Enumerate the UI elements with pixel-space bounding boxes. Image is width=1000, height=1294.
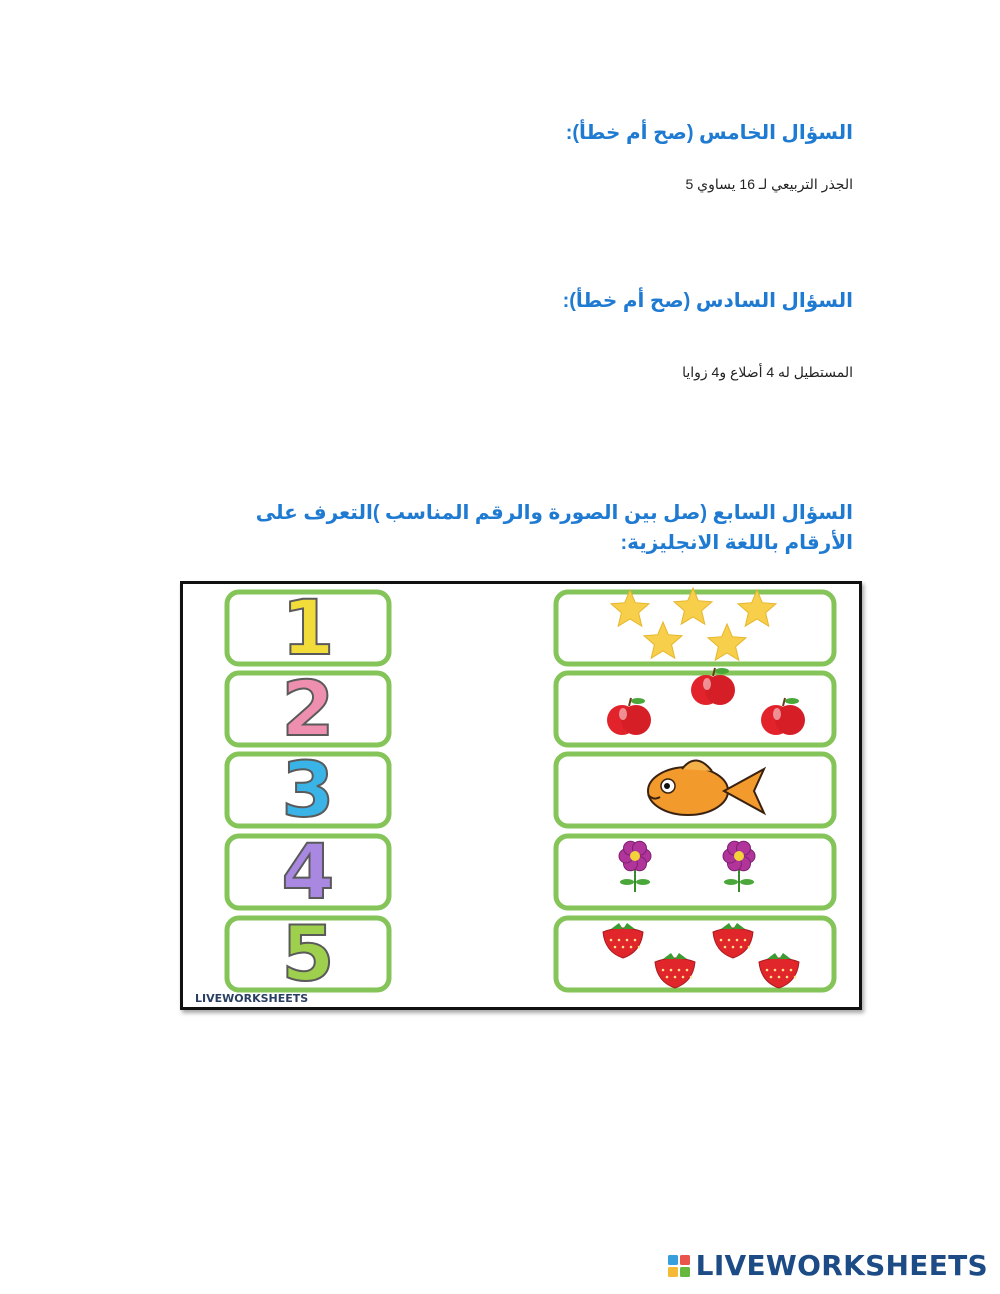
matching-worksheet-drawing: [183, 584, 859, 1007]
strawberry-seed: [678, 969, 681, 972]
strawberry-seed: [614, 946, 617, 949]
liveworksheets-logo-icon: [668, 1255, 690, 1277]
fish-body-icon: [648, 767, 728, 815]
number-glyph: 1: [281, 584, 335, 672]
number-glyph: 3: [281, 745, 335, 834]
brand-name: LIVEWORKSHEETS: [695, 1249, 988, 1282]
strawberry-seed: [766, 969, 769, 972]
strawberry-seed: [630, 946, 633, 949]
strawberry-seed: [786, 976, 789, 979]
strawberry-seed: [662, 969, 665, 972]
apple-leaf: [715, 668, 729, 674]
flower-leaf: [724, 879, 738, 885]
fish-pupil: [664, 783, 670, 789]
number-glyph: 2: [281, 664, 335, 753]
strawberry-seed: [626, 939, 629, 942]
number-glyph: 4: [281, 827, 335, 916]
strawberry-seed: [778, 976, 781, 979]
question-6-statement: المستطيل له 4 أضلاع و4 زوايا: [682, 364, 853, 380]
liveworksheets-brand: [668, 1249, 988, 1282]
strawberry-seed: [666, 976, 669, 979]
strawberry-seed: [674, 976, 677, 979]
flower-center: [630, 851, 640, 861]
apple-leaf: [785, 698, 799, 704]
strawberry-seed: [728, 939, 731, 942]
strawberry-seed: [774, 969, 777, 972]
strawberry-seed: [610, 939, 613, 942]
strawberry-seed: [638, 946, 641, 949]
strawberry-seed: [682, 976, 685, 979]
number-glyph: 5: [281, 909, 335, 998]
strawberry-seed: [744, 939, 747, 942]
flower-leaf: [740, 879, 754, 885]
strawberry-seed: [740, 946, 743, 949]
question-6-title: السؤال السادس (صح أم خطأ):: [562, 290, 853, 312]
strawberry-seed: [736, 939, 739, 942]
strawberry-seed: [782, 969, 785, 972]
flower-leaf: [620, 879, 634, 885]
apple-shine: [703, 678, 711, 690]
question-5-statement: الجذر التربيعي لـ 16 يساوي 5: [685, 176, 853, 192]
strawberry-seed: [794, 976, 797, 979]
strawberry-seed: [732, 946, 735, 949]
strawberry-seed: [724, 946, 727, 949]
flower-center: [734, 851, 744, 861]
strawberry-seed: [770, 976, 773, 979]
strawberry-seed: [748, 946, 751, 949]
worksheet-watermark: LIVEWORKSHEETS: [195, 992, 309, 1005]
apple-shine: [619, 708, 627, 720]
strawberry-seed: [618, 939, 621, 942]
question-7-title: السؤال السابع (صل بين الصورة والرقم المناسب )التعرف على الأرقام باللغة الانجليزية:: [255, 502, 853, 554]
flower-leaf: [636, 879, 650, 885]
strawberry-seed: [686, 969, 689, 972]
strawberry-seed: [622, 946, 625, 949]
picture-card: [556, 836, 834, 908]
question-5-title: السؤال الخامس (صح أم خطأ):: [565, 122, 853, 144]
strawberry-seed: [670, 969, 673, 972]
strawberry-seed: [720, 939, 723, 942]
apple-shine: [773, 708, 781, 720]
strawberry-seed: [690, 976, 693, 979]
strawberry-seed: [790, 969, 793, 972]
strawberry-seed: [634, 939, 637, 942]
matching-worksheet-image: [180, 581, 862, 1010]
apple-leaf: [631, 698, 645, 704]
